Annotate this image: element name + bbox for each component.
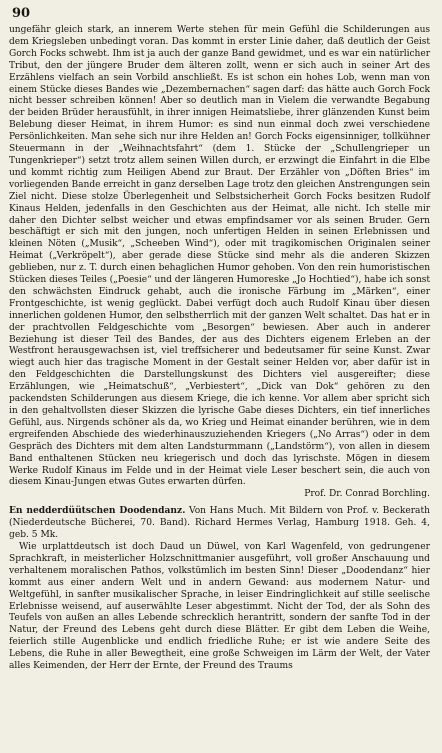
- review-title: En nedderdüütschen Doodendanz.: [9, 505, 186, 517]
- review-paragraph: ungefähr gleich stark, an innerem Werte stehen für mein Gefühl die Schilderungen aus dem Kriegsleben unbedingt voran. Das kommt in erster Linie daher, daß deutlich der Geist Gorch Focks schwebt. Ihm ist ja auch der ganze Band gewidmet, und es war ein natürlicher Tribut, den der jüngere Bruder dem älteren zollt, wenn er sich auch in seiner Art des Erzählens vielfach an sein Vorbild anschließt. Es ist schon ein hohes Lob, wenn man von einem Stücke dieses Bandes wie „Dezembernachen“ sagen darf: das hätte auch Gorch Fock nicht besser schreiben können! Aber so deutlich man in Vielem die verwandte Begabung der beiden Brüder herausfühlt, in ihrer innigen Heimatsliebe, ihrer glänzenden Kunst beim Belebung dieser Heimat, in ihrem Humor: es sind nun einmal doch zwei verschiedene Persönlichkeiten. Man sehe sich nur ihre Helden an! Gorch Focks eigensinniger, tollkühner Steuermann in der „Weihnachtsfahrt“ (dem 1. Stücke der „Schullengrieper un Tungenkrieper“) setzt trotz allem seinen Willen durch, er erzwingt die Einfahrt in die Elbe und kommt richtig zum Heiligen Abend zur Braut. Der Erzähler von „Döften Bries“ im vorliegenden Bande erreicht in ganz derselben Lage trotz den gleichen Anstrengungen sein Ziel nicht. Diese stolze Überlegenheit und Selbstsicherheit Gorch Focks besitzen Rudolf Kinaus Helden, jedenfalls in den Geschichten aus der Heimat, alle nicht. Ich stelle mir daher den Dichter selbst weicher und etwas empfindsamer vor als seinen Bruder. Gern beschäftigt er sich mit den jungen, noch unfertigen Helden in seinen Erlebnissen und kleinen Nöten („Musik“, „Scheeben Wind“), oder mit tragikomischen Originalen seiner Heimat („Verkröpelt“), aber gerade diese Stücke sind mehr als die anderen Skizzen geblieben, nur z. T. durch einen behaglichen Humor gehoben. Von den rein humoristischen Stücken dieses Teiles („Poesie“ und der längeren Humoreske „Jo Hochtied“), habe ich sonst den schwächsten Eindruck gehabt, auch die ironische Färbung im „Märken“, einer Frontgeschichte, ist wenig geglückt. Dabei verfügt doch auch Rudolf Kinau über diesen innerlichen goldenen Humor, den selbstherrlich mit der ganzen Welt schaltet. Das hat er in der prachtvollen Feldgeschichte vom „Besorgen“ bewiesen. Aber auch in anderer Beziehung ist dieser Teil des Bandes, der aus des Dichters eigenem Erleben an der Westfront herausgewachsen ist, viel treffsicherer und bedeutsamer für seine Kunst. Zwar wiegt auch hier das tragische Moment in der Gestalt seiner Helden vor, aber dafür ist in den Feldgeschichten die Darstellungskunst des Dichters viel ausgereifter; diese Erzählungen, wie „Heimatschuß“, „Verbiestert“, „Dick van Dok“ gehören zu den packendsten Schilderungen aus diesem Kriege, die ich kenne. Vor allem aber spricht sich in den gehaltvollsten dieser Skizzen die lyrische Gabe dieses Dichters, ein tief innerliches Gefühl, aus. Nirgends schöner als da, wo Krieg und Heimat einander berühren, wie in dem ergreifenden Abschiede des wiederhinauszuziehenden Kriegers („No Arras“) oder in dem Gespräch des Dichters mit dem alten Landsturmmann („Landstörm“), von allen in diesem Band enthaltenen Stücken neu kriegerisch und doch das lyrischste. Mögen in diesem Werke Rudolf Kinaus im Felde und in der Heimat viele Leser beschert sein, die auch von diesem Kinau-Jungen etwas Gutes erwarten dürfen.: [9, 25, 430, 488]
- review-heading: [9, 505, 430, 542]
- review-body: Wie urplattdeutsch ist doch Daud un Düwel, von Karl Wagenfeld, von gedrungener Sprachkraft, in meisterlicher Holzschnittmanier ausgeführt, voll großer Anschauung und verhaltenem moralischen Pathos, volkstümlich im besten Sinn! Dieser „Doodendanz“ hier kommt aus einer andern Welt und in andern Gewand: aus modernem Natur- und Weltgefühl, in sanfter musikalischer Sprache, in leiser Eindringlichkeit auf stille seelische Erlebnisse weisend, auf auserwählte Leser abgestimmt. Nicht der Tod, der als Sohn des Teufels von außen an alles Lebende schrecklich herantritt, sondern der sanfte Tod in der Natur, der Freund des Lebens geht durch diese Blätter. Er gibt dem Leben die Weihe, feierlich stille Augenblicke und endlich friedliche Ruhe; er ist wie andere Seite des Lebens, die Ruhe in aller Bewegtheit, eine große Schweigen im Lärm der Welt, der Vater alles Keimenden, der Herr der Ernte, der Freund des Traums: [9, 541, 430, 672]
- page-number: 90: [12, 6, 31, 21]
- reviewer-signature: Prof. Dr. Conrad Borchling.: [304, 489, 430, 500]
- review-citation: Von Hans Much. Mit Bildern von Prof. v. Beckerath (Niederdeutsche Bücherei, 70. Band). Richard Hermes Verlag, Hamburg 1918. Geh. 4, geb. 5 Mk.: [9, 506, 430, 541]
